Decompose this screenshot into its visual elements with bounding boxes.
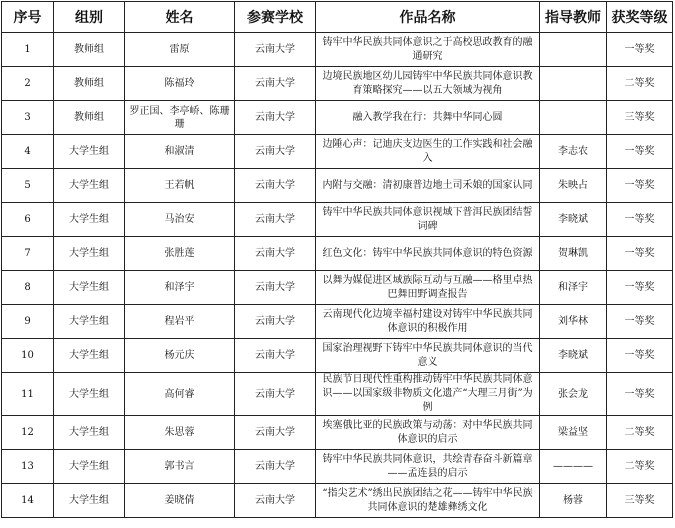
- table-row: [2, 203, 673, 237]
- cell-no: 2: [2, 67, 54, 101]
- cell-group: 大学生组: [54, 203, 125, 237]
- cell-group: 大学生组: [54, 416, 125, 450]
- cell-advisor: 梁益坚: [540, 416, 607, 450]
- cell-school: 云南大学: [235, 135, 316, 169]
- cell-group: 大学生组: [54, 169, 125, 203]
- cell-advisor: [540, 33, 607, 67]
- cell-no: 9: [2, 305, 54, 339]
- table-row: [2, 237, 673, 271]
- cell-group: 大学生组: [54, 237, 125, 271]
- cell-award: 一等奖: [607, 33, 673, 67]
- table-row: [2, 339, 673, 373]
- cell-group: 大学生组: [54, 339, 125, 373]
- cell-name: 程岩平: [125, 305, 235, 339]
- cell-name: 罗正国、李亭峤、陈珊珊: [125, 101, 235, 135]
- cell-name: 张胜莲: [125, 237, 235, 271]
- cell-name: 姜晓倩: [125, 484, 235, 518]
- cell-group: 大学生组: [54, 135, 125, 169]
- award-list-document: [1, 1, 673, 518]
- cell-school: 云南大学: [235, 484, 316, 518]
- cell-group: 大学生组: [54, 305, 125, 339]
- cell-school: 云南大学: [235, 101, 316, 135]
- table-row: [2, 101, 673, 135]
- cell-group: 教师组: [54, 67, 125, 101]
- cell-name: 和泽宇: [125, 271, 235, 305]
- cell-title: 铸牢中华民族共同体意识视域下普洱民族团结誓词碑: [316, 203, 540, 237]
- cell-name: 杨元庆: [125, 339, 235, 373]
- cell-group: 大学生组: [54, 271, 125, 305]
- cell-award: 一等奖: [607, 169, 673, 203]
- header-award: 获奖等级: [607, 2, 673, 33]
- cell-award: 一等奖: [607, 203, 673, 237]
- cell-award: 二等奖: [607, 416, 673, 450]
- cell-group: 大学生组: [54, 373, 125, 416]
- cell-title: 云南现代化边境幸福村建设对铸牢中华民族共同体意识的积极作用: [316, 305, 540, 339]
- cell-school: 云南大学: [235, 203, 316, 237]
- header-row: [2, 2, 673, 33]
- cell-school: 云南大学: [235, 339, 316, 373]
- cell-school: 云南大学: [235, 373, 316, 416]
- header-no: 序号: [2, 2, 54, 33]
- table-row: [2, 271, 673, 305]
- cell-advisor: 朱映占: [540, 169, 607, 203]
- header-school: 参赛学校: [235, 2, 316, 33]
- cell-group: 教师组: [54, 33, 125, 67]
- cell-award: 一等奖: [607, 339, 673, 373]
- cell-title: 以舞为媒促进区域族际互动与互融——格里卓热巴舞田野调查报告: [316, 271, 540, 305]
- cell-advisor: [540, 101, 607, 135]
- header-group: 组别: [54, 2, 125, 33]
- cell-name: 朱思蓉: [125, 416, 235, 450]
- cell-no: 12: [2, 416, 54, 450]
- cell-award: 三等奖: [607, 101, 673, 135]
- cell-advisor: ————: [540, 450, 607, 484]
- cell-title: 民族节日现代性重构推动铸牢中华民族共同体意识——以国家级非物质文化遗产“大理三月街”为例: [316, 373, 540, 416]
- cell-no: 5: [2, 169, 54, 203]
- cell-award: 一等奖: [607, 373, 673, 416]
- cell-name: 和淑清: [125, 135, 235, 169]
- cell-name: 高何睿: [125, 373, 235, 416]
- cell-school: 云南大学: [235, 33, 316, 67]
- header-advisor: 指导教师: [540, 2, 607, 33]
- cell-advisor: 和泽宇: [540, 271, 607, 305]
- cell-award: 一等奖: [607, 271, 673, 305]
- cell-no: 10: [2, 339, 54, 373]
- table-row: [2, 169, 673, 203]
- cell-advisor: 李晓斌: [540, 203, 607, 237]
- cell-award: 二等奖: [607, 450, 673, 484]
- cell-title: 国家治理视野下铸牢中华民族共同体意识的当代意义: [316, 339, 540, 373]
- table-row: [2, 135, 673, 169]
- cell-advisor: 杨蓉: [540, 484, 607, 518]
- cell-no: 13: [2, 450, 54, 484]
- cell-school: 云南大学: [235, 450, 316, 484]
- cell-advisor: 张会龙: [540, 373, 607, 416]
- cell-title: 红色文化：铸牢中华民族共同体意识的特色资源: [316, 237, 540, 271]
- cell-title: 融入教学我在行：共舞中华同心圆: [316, 101, 540, 135]
- table-row: [2, 484, 673, 518]
- cell-school: 云南大学: [235, 305, 316, 339]
- cell-school: 云南大学: [235, 237, 316, 271]
- cell-award: 三等奖: [607, 484, 673, 518]
- cell-no: 8: [2, 271, 54, 305]
- cell-group: 大学生组: [54, 484, 125, 518]
- cell-advisor: 刘华林: [540, 305, 607, 339]
- table-row: [2, 373, 673, 416]
- award-table: [1, 1, 673, 518]
- cell-name: 雷原: [125, 33, 235, 67]
- table-row: [2, 450, 673, 484]
- cell-award: 一等奖: [607, 135, 673, 169]
- cell-group: 教师组: [54, 101, 125, 135]
- header-name: 姓名: [125, 2, 235, 33]
- cell-no: 6: [2, 203, 54, 237]
- cell-name: 王若帆: [125, 169, 235, 203]
- cell-school: 云南大学: [235, 169, 316, 203]
- cell-no: 1: [2, 33, 54, 67]
- cell-title: 边境民族地区幼儿园铸牢中华民族共同体意识教育策略探究——以五大领域为视角: [316, 67, 540, 101]
- cell-name: 郭书言: [125, 450, 235, 484]
- cell-no: 14: [2, 484, 54, 518]
- cell-name: 陈福玲: [125, 67, 235, 101]
- cell-name: 马治安: [125, 203, 235, 237]
- cell-school: 云南大学: [235, 67, 316, 101]
- table-row: [2, 416, 673, 450]
- cell-title: 铸牢中华民族共同体意识之于高校思政教育的融通研究: [316, 33, 540, 67]
- cell-group: 大学生组: [54, 450, 125, 484]
- cell-award: 二等奖: [607, 67, 673, 101]
- cell-school: 云南大学: [235, 416, 316, 450]
- cell-advisor: [540, 67, 607, 101]
- cell-no: 11: [2, 373, 54, 416]
- cell-school: 云南大学: [235, 271, 316, 305]
- cell-title: 埃塞俄比亚的民族政策与动荡：对中华民族共同体意识的启示: [316, 416, 540, 450]
- table-row: [2, 67, 673, 101]
- header-title: 作品名称: [316, 2, 540, 33]
- table-row: [2, 305, 673, 339]
- cell-advisor: 贺琳凯: [540, 237, 607, 271]
- cell-no: 3: [2, 101, 54, 135]
- cell-award: 一等奖: [607, 305, 673, 339]
- cell-no: 7: [2, 237, 54, 271]
- cell-title: 内附与交融：清初康普边地土司禾娘的国家认同: [316, 169, 540, 203]
- cell-title: “指尖艺术”绣出民族团结之花——铸牢中华民族共同体意识的楚雄彝绣文化: [316, 484, 540, 518]
- cell-award: 一等奖: [607, 237, 673, 271]
- cell-title: 边陲心声：记迪庆支边医生的工作实践和社会融入: [316, 135, 540, 169]
- cell-advisor: 李晓斌: [540, 339, 607, 373]
- cell-title: 铸牢中华民族共同体意识，共绘青春奋斗新篇章——孟连县的启示: [316, 450, 540, 484]
- cell-no: 4: [2, 135, 54, 169]
- cell-advisor: 李志农: [540, 135, 607, 169]
- table-row: [2, 33, 673, 67]
